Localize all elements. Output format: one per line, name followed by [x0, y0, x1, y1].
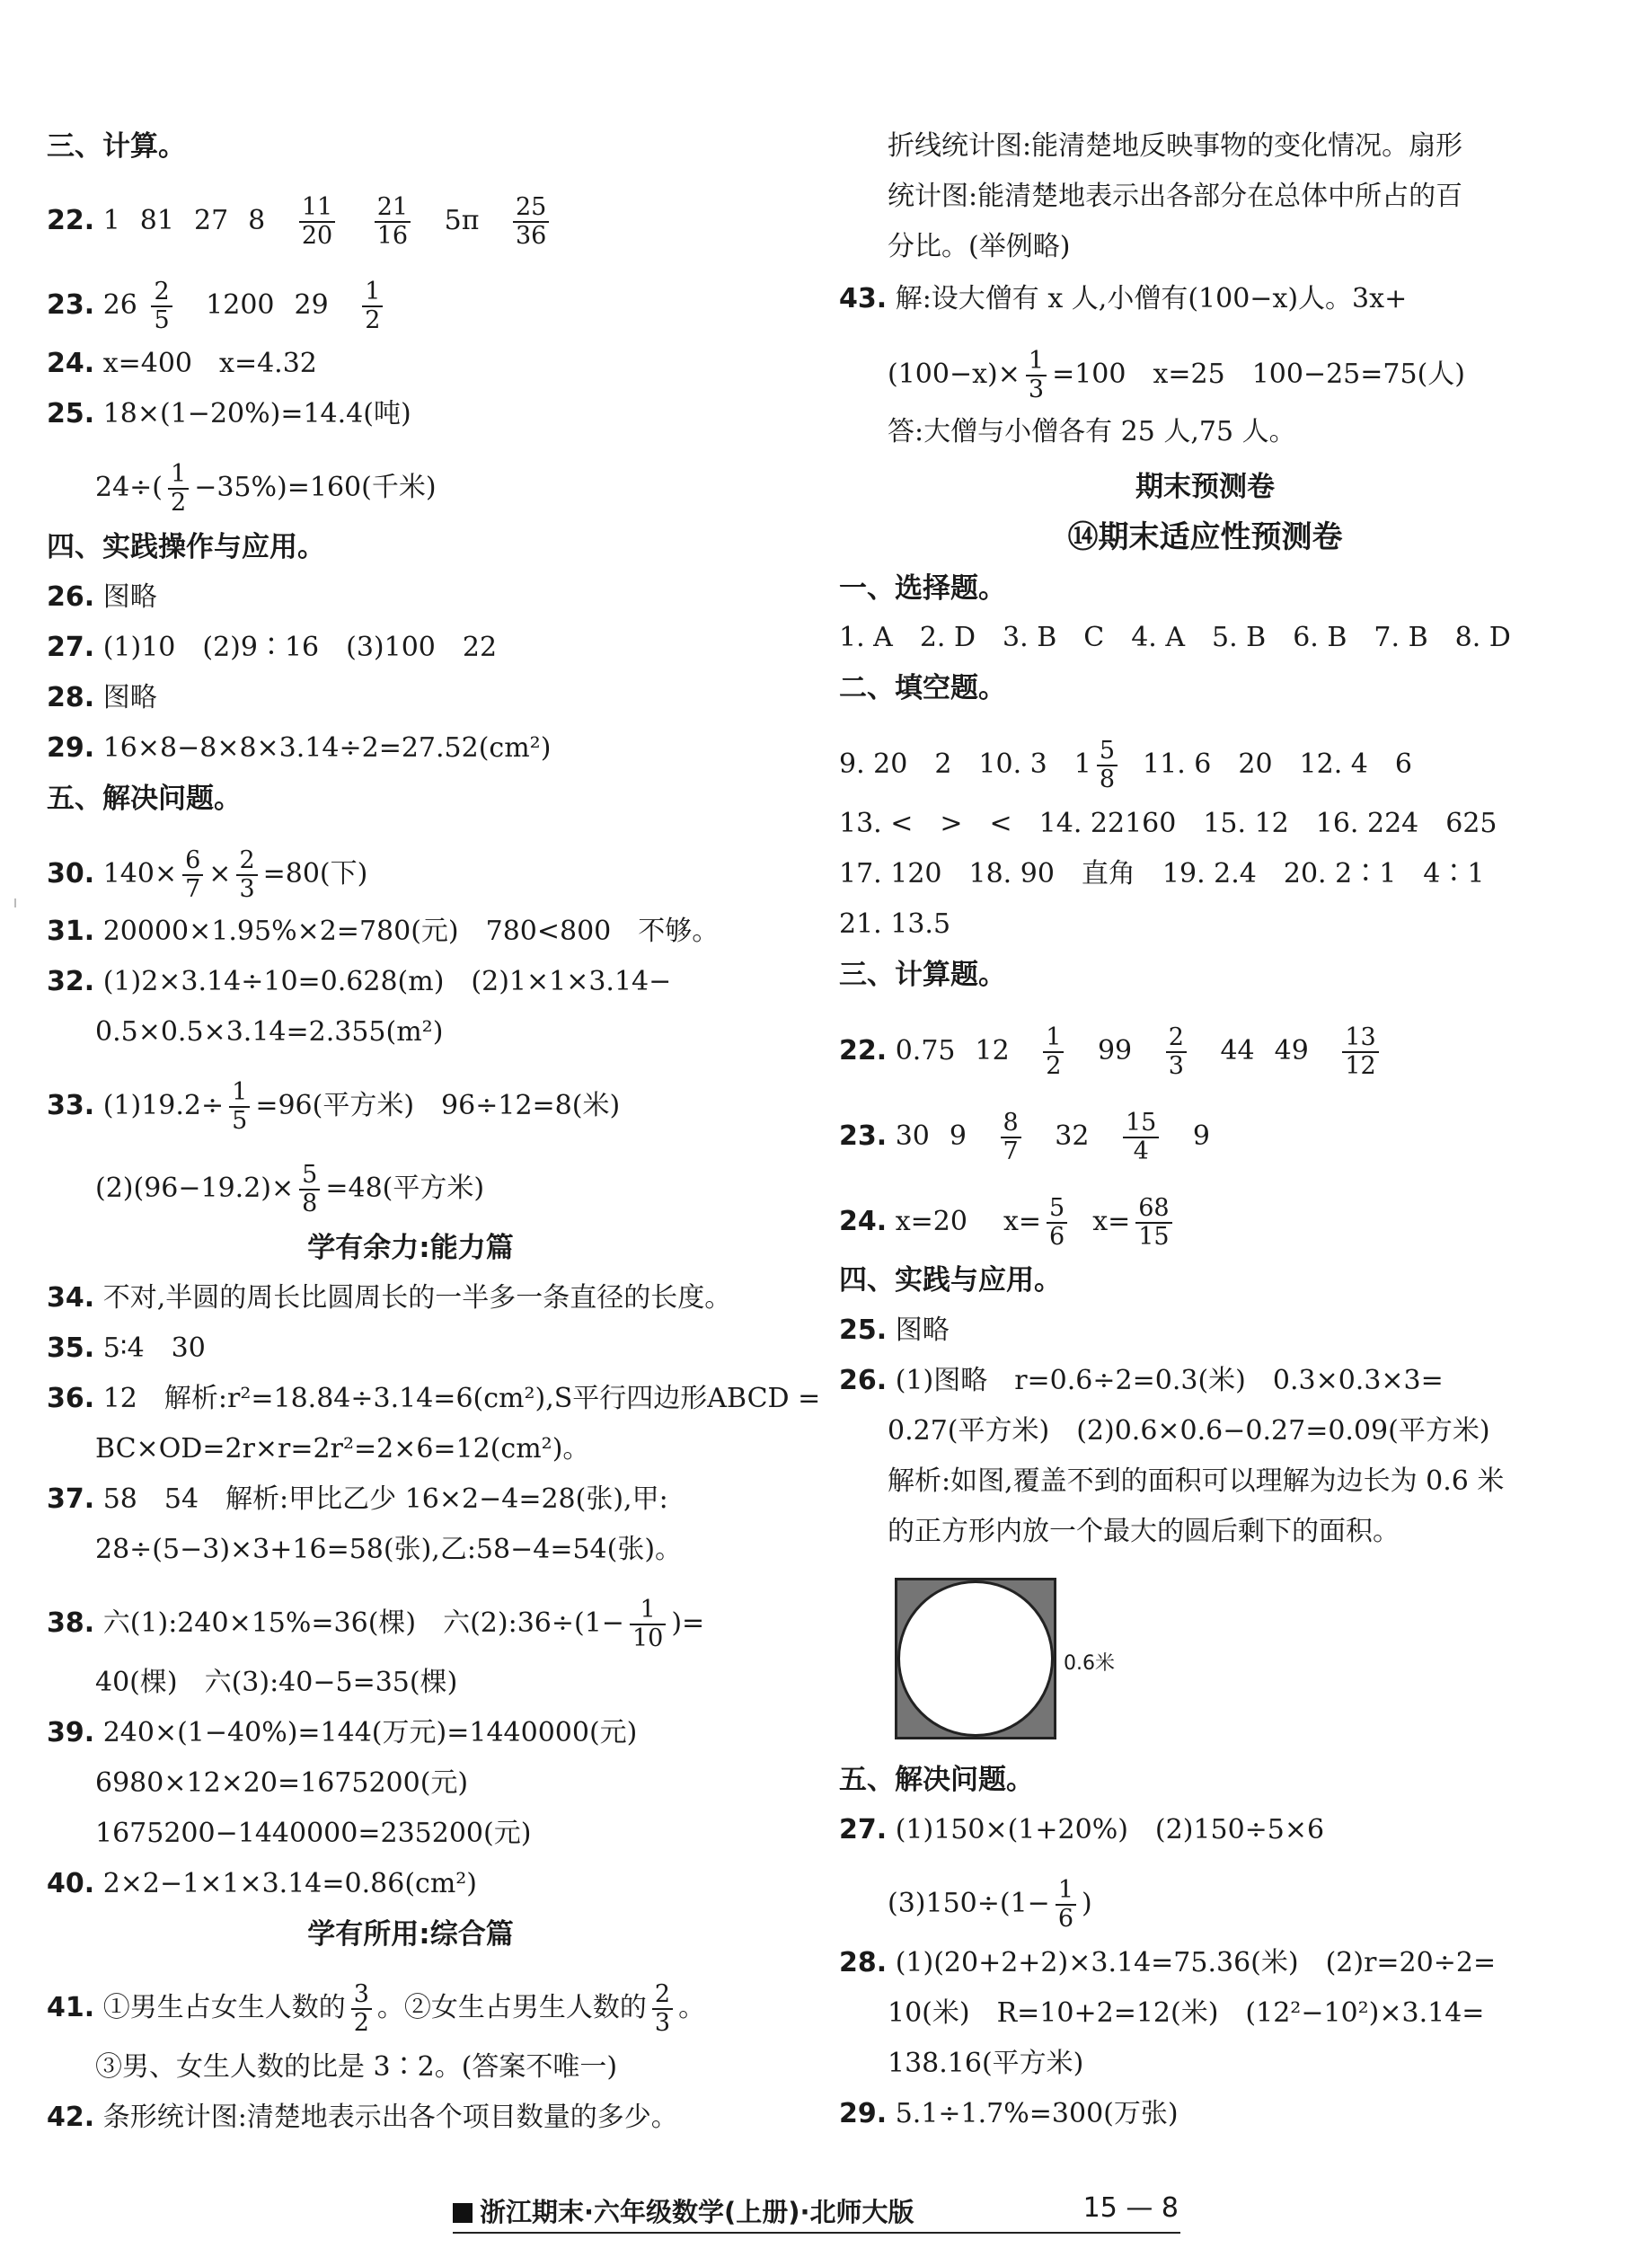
answer-43-line3: 答:大僧与小僧各有 25 人,75 人。 — [888, 416, 1296, 447]
answer-26: 26. 图略 — [47, 581, 157, 613]
fraction: $\frac{2}{3}$ — [1166, 1024, 1187, 1080]
fraction: $\frac{15}{4}$ — [1123, 1110, 1159, 1165]
fill-answers-9-12: 9. 20 2 10. 3 1 $\frac{5}{8}$ 11. 6 20 12. 4 6 — [839, 737, 1412, 793]
answer-26-analysis: 解析:如图,覆盖不到的面积可以理解为边长为 0.6 米 — [888, 1465, 1505, 1497]
answer-38: 38. 六(1):240×15%=36(棵) 六(2):36÷(1− $\frac{1}{10}$ )= — [47, 1596, 705, 1652]
answer-27-right: 27. (1)150×(1+20%) (2)150÷5×6 — [839, 1814, 1325, 1845]
fraction: $\frac{6}{7}$ — [182, 847, 203, 903]
answer-28-line3: 138.16(平方米) — [888, 2048, 1084, 2079]
answer-30: 30. 140× $\frac{6}{7}$ × $\frac{2}{3}$ =80(下) — [47, 846, 368, 903]
answer-29-right: 29. 5.1÷1.7%=300(万张) — [839, 2098, 1179, 2129]
answer-43: 43. 解:设大僧有 x 人,小僧有(100−x)人。3x+ — [839, 283, 1408, 314]
inscribed-circle — [897, 1580, 1054, 1737]
answer-28-line2: 10(米) R=10+2=12(米) (12²−10²)×3.14= — [888, 1997, 1485, 2029]
continued-42-line1: 折线统计图:能清楚地反映事物的变化情况。扇形 — [888, 130, 1463, 162]
section-heading: 三、计算。 — [47, 130, 186, 163]
answer-25-right: 25. 图略 — [839, 1314, 950, 1346]
answer-24-right: 24. x=20 x= $\frac{5}{6}$ x= $\frac{68}{15}$ — [839, 1195, 1178, 1251]
fraction: $\frac{1}{10}$ — [630, 1597, 666, 1652]
answer-22: 22. 1 81 27 8 $\frac{11}{20}$ $\frac{21}{16}$ 5π $\frac{25}{36}$ — [47, 194, 554, 250]
answer-37-line2: 28÷(5−3)×3+16=58(张),乙:58−4=54(张)。 — [95, 1534, 683, 1565]
fraction: $\frac{1}{6}$ — [1056, 1877, 1076, 1933]
choice-answers: 1. A 2. D 3. B C 4. A 5. B 6. B 7. B 8. D — [839, 622, 1511, 653]
answer-40: 40. 2×2−1×1×3.14=0.86(cm²) — [47, 1868, 478, 1899]
fraction: $\frac{2}{3}$ — [652, 1981, 673, 2037]
section-heading: 五、解决问题。 — [47, 783, 242, 815]
continued-42-line3: 分比。(举例略) — [888, 231, 1071, 262]
answer-34: 34. 不对,半圆的周长比圆周长的一半多一条直径的长度。 — [47, 1282, 732, 1314]
fraction: $\frac{21}{16}$ — [375, 194, 411, 250]
fraction: $\frac{5}{6}$ — [1047, 1195, 1067, 1251]
square-circle-figure — [895, 1578, 1056, 1739]
answer-39-line3: 1675200−1440000=235200(元) — [95, 1818, 532, 1849]
fill-answer-21: 21. 13.5 — [839, 908, 951, 940]
answer-26-line2: 0.27(平方米) (2)0.6×0.6−0.27=0.09(平方米) — [888, 1415, 1490, 1447]
section-heading: 四、实践操作与应用。 — [47, 531, 325, 563]
answer-39-line2: 6980×12×20=1675200(元) — [95, 1767, 469, 1799]
margin-mark — [14, 898, 16, 907]
fraction: $\frac{5}{8}$ — [1097, 738, 1118, 793]
answer-28: 28. 图略 — [47, 682, 157, 713]
answer-39: 39. 240×(1−40%)=144(万元)=1440000(元) — [47, 1717, 638, 1748]
fraction: $\frac{1}{3}$ — [1026, 348, 1047, 403]
fraction: $\frac{2}{5}$ — [151, 279, 172, 334]
answer-32: 32. (1)2×3.14÷10=0.628(m) (2)1×1×3.14− — [47, 966, 672, 997]
answer-36: 36. 12 解析:r²=18.84÷3.14=6(cm²),S平行四边形ABCD = — [47, 1383, 821, 1414]
section-heading: 四、实践与应用。 — [839, 1264, 1062, 1297]
answer-22-right: 22. 0.75 12 $\frac{1}{2}$ 99 $\frac{2}{3}$ 44 49 $\frac{13}{12}$ — [839, 1024, 1384, 1080]
footer-title: 浙江期末·六年级数学(上册)·北师大版 — [480, 2197, 914, 2227]
answer-31: 31. 20000×1.95%×2=780(元) 780<800 不够。 — [47, 916, 720, 947]
subsection-title: 学有所用:综合篇 — [307, 1918, 514, 1951]
answer-27: 27. (1)10 (2)9∶16 (3)100 22 — [47, 632, 498, 663]
fill-answers-13-16: 13. < > < 14. 22160 15. 12 16. 224 625 — [839, 808, 1497, 839]
fraction: $\frac{1}{2}$ — [168, 461, 189, 517]
answer-41-line2: ③男、女生人数的比是 3∶2。(答案不唯一) — [95, 2051, 618, 2083]
section-heading: 五、解决问题。 — [839, 1764, 1034, 1796]
subsection-title: 学有余力:能力篇 — [307, 1232, 514, 1264]
fraction: $\frac{25}{36}$ — [513, 194, 549, 250]
answer-36-line2: BC×OD=2r×r=2r²=2×6=12(cm²)。 — [95, 1433, 590, 1465]
fraction: $\frac{68}{15}$ — [1135, 1195, 1171, 1251]
answer-43-line2: (100−x)× $\frac{1}{3}$ =100 x=25 100−25=75(人) — [888, 347, 1465, 403]
exam-title: 期末预测卷 — [1135, 471, 1275, 503]
answer-25: 25. 18×(1−20%)=14.4(吨) — [47, 398, 411, 429]
section-heading: 一、选择题。 — [839, 572, 1006, 605]
answer-42: 42. 条形统计图:清楚地表示出各个项目数量的多少。 — [47, 2102, 678, 2133]
fraction: $\frac{8}{7}$ — [1001, 1110, 1021, 1165]
section-heading: 三、计算题。 — [839, 959, 1006, 991]
page-footer — [453, 2192, 1180, 2234]
answer-38-line2: 40(棵) 六(3):40−5=35(棵) — [95, 1667, 458, 1698]
answer-25-line2: 24÷( $\frac{1}{2}$ −35%)=160(千米) — [95, 460, 437, 517]
figure-side-label: 0.6米 — [1064, 1652, 1115, 1675]
exam-subtitle: ⑭期末适应性预测卷 — [1067, 519, 1343, 555]
continued-42-line2: 统计图:能清楚地表示出各部分在总体中所占的百 — [888, 181, 1463, 212]
answer-24: 24. x=400 x=4.32 — [47, 348, 317, 379]
answer-33: 33. (1)19.2÷ $\frac{1}{5}$ =96(平方米) 96÷12=8(米) — [47, 1078, 621, 1135]
fraction: $\frac{1}{2}$ — [1043, 1024, 1064, 1080]
fraction: $\frac{1}{5}$ — [229, 1079, 250, 1135]
answer-33-line2: (2)(96−19.2)× $\frac{5}{8}$ =48(平方米) — [95, 1161, 485, 1217]
fraction: $\frac{5}{8}$ — [299, 1162, 320, 1217]
fraction: $\frac{2}{3}$ — [236, 847, 257, 903]
fraction: $\frac{11}{20}$ — [299, 194, 335, 250]
answer-41: 41. ①男生占女生人数的 $\frac{3}{2}$ 。②女生占男生人数的 $\frac{2}{3}$ 。 — [47, 1980, 706, 2037]
answer-26-right: 26. (1)图略 r=0.6÷2=0.3(米) 0.3×0.3×3= — [839, 1365, 1444, 1396]
fraction: $\frac{1}{2}$ — [362, 279, 383, 334]
page-number: 15 — 8 — [1082, 2192, 1179, 2224]
answer-23-right: 23. 30 9 $\frac{8}{7}$ 32 $\frac{15}{4}$ 9 — [839, 1109, 1210, 1165]
fill-answers-17-20: 17. 120 18. 90 直角 19. 2.4 20. 2∶1 4∶1 — [839, 858, 1485, 890]
answer-27-line2: (3)150÷(1− $\frac{1}{6}$ ) — [888, 1876, 1092, 1933]
answer-26-analysis-line2: 的正方形内放一个最大的圆后剩下的面积。 — [888, 1516, 1400, 1547]
section-heading: 二、填空题。 — [839, 672, 1006, 704]
fraction: $\frac{13}{12}$ — [1342, 1024, 1378, 1080]
answer-23: 23. 26 $\frac{2}{5}$ 1200 29 $\frac{1}{2}$ — [47, 279, 388, 334]
answer-29: 29. 16×8−8×8×3.14÷2=27.52(cm²) — [47, 732, 552, 764]
answer-32-line2: 0.5×0.5×3.14=2.355(m²) — [95, 1016, 444, 1048]
answer-37: 37. 58 54 解析:甲比乙少 16×2−4=28(张),甲: — [47, 1483, 668, 1515]
fraction: $\frac{3}{2}$ — [351, 1981, 372, 2037]
answer-28-right: 28. (1)(20+2+2)×3.14=75.36(米) (2)r=20÷2= — [839, 1947, 1497, 1978]
answer-35: 35. 5∶4 30 — [47, 1332, 206, 1364]
footer-square-icon — [453, 2203, 473, 2223]
